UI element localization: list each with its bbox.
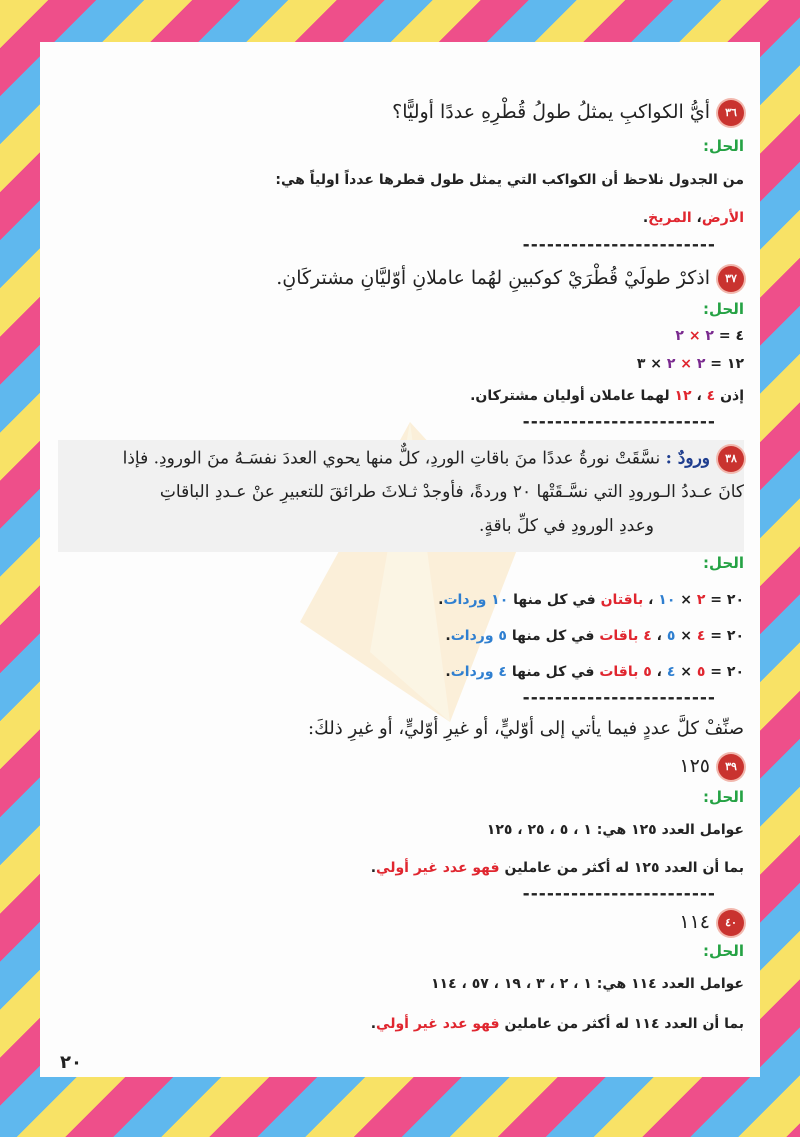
- q37-eq2: [56, 356, 744, 372]
- q39-value: ١٢٥: [679, 755, 710, 777]
- q37-conclusion-n2: ١٢: [674, 388, 692, 404]
- q37-conclusion-post: لهما عاملان أوليان مشتركان.: [470, 388, 670, 404]
- q38-solution-label: الحل:: [703, 554, 744, 572]
- q38-row2-op: ×: [680, 628, 692, 644]
- q38-row1-count: باقتان: [600, 592, 644, 608]
- q38-row2-mid: في كل منها: [511, 628, 595, 644]
- q37-eq2-b: ٢: [666, 356, 676, 372]
- q37-eq2-a: ٢: [696, 356, 706, 372]
- q37-conclusion-pre: إذن: [720, 388, 744, 404]
- q37-eq2-c: ٣: [636, 356, 646, 372]
- q37-eq2-op2: ×: [650, 356, 662, 372]
- q38-row2-per: ٥ وردات: [450, 628, 507, 644]
- q38-line1: نسَّقَتْ نورةُ عددًا منَ باقاتِ الوردِ، كلٌّ منها يحوي العددَ نفسَـهُ منَ الورودِ. فإذا: [122, 448, 661, 469]
- q40-reason-red: فهو عدد غير أولي: [376, 1016, 500, 1032]
- divider-3: ------------------------: [522, 688, 716, 708]
- q40-value: ١١٤: [679, 911, 710, 933]
- q38-row-3: [56, 664, 744, 680]
- q40-reason-pre: بما أن العدد ١١٤ له أكثر من عاملين: [504, 1016, 744, 1032]
- q36-answer-sep: ،: [691, 210, 702, 226]
- divider-4: ------------------------: [522, 884, 716, 904]
- q37-eq1-b: ٢: [675, 328, 684, 344]
- q38-row-2: [56, 628, 744, 644]
- worksheet-page: [40, 42, 760, 1077]
- q38-row1-a: ٢: [696, 592, 706, 608]
- q38-row2-comma: ،: [656, 628, 662, 644]
- q39-reason-pre: بما أن العدد ١٢٥ له أكثر من عاملين: [504, 860, 744, 876]
- section-heading: صنِّفْ كلَّ عددٍ فيما يأتي إلى أوّليٍّ، أو غيرِ أوّليٍّ، أو غيرِ ذلكَ:: [308, 718, 744, 739]
- q37-eq1: [56, 328, 744, 344]
- q38-row1-lhs: ٢٠ =: [710, 592, 744, 608]
- q37-eq1-a: ٢: [705, 328, 714, 344]
- q40-reason: [56, 1016, 744, 1032]
- q38-row1-b: ١٠: [658, 592, 676, 608]
- q38-box: [58, 440, 744, 552]
- q37-number-badge: ٣٧: [718, 266, 744, 292]
- q38-row2-count: ٤ باقات: [599, 628, 652, 644]
- q38-number-badge: ٣٨: [718, 446, 744, 472]
- divider-2: ------------------------: [522, 412, 716, 432]
- q40-factors: عوامل العدد ١١٤ هي: ١ ، ٢ ، ٣ ، ١٩ ، ٥٧ ، ١١٤: [431, 976, 744, 992]
- q38-row3-mid: في كل منها: [511, 664, 595, 680]
- q38-row-1: [56, 592, 744, 608]
- q38-row3-end: .: [445, 664, 451, 680]
- q38-row2-end: .: [445, 628, 451, 644]
- q38-row1-op: ×: [680, 592, 692, 608]
- q36-question-row: [56, 100, 744, 126]
- q36-question: أيُّ الكواكبِ يمثلُ طولُ قُطْرِهِ عددًا أوليًّا؟: [392, 101, 710, 123]
- q38-row2-a: ٤: [696, 628, 706, 644]
- q37-eq1-op: ×: [688, 328, 701, 344]
- q39-factors: عوامل العدد ١٢٥ هي: ١ ، ٥ ، ٢٥ ، ١٢٥: [486, 822, 744, 838]
- q38-row3-op: ×: [680, 664, 692, 680]
- q37-question: اذكرْ طولَيْ قُطْرَيْ كوكبينِ لهُما عاملانِ أوّليَّانِ مشتركَانِ.: [276, 267, 710, 289]
- q38-row3-lhs: ٢٠ =: [710, 664, 744, 680]
- q38-row1-per: ١٠ وردات: [443, 592, 509, 608]
- q36-answer-end: .: [642, 210, 649, 226]
- q39-reason-red: فهو عدد غير أولي: [376, 860, 500, 876]
- q40-reason-end: .: [370, 1016, 377, 1032]
- q38-row3-comma: ،: [656, 664, 662, 680]
- q38-row1-comma: ،: [648, 592, 654, 608]
- q38-title: ورودٌ :: [665, 448, 710, 469]
- q40-solution-label: الحل:: [703, 942, 744, 960]
- q39-number-badge: ٣٩: [718, 754, 744, 780]
- q36-answer-earth: الأرض: [701, 210, 744, 226]
- q39-reason: [56, 860, 744, 876]
- q37-eq2-lhs: ١٢ =: [710, 356, 744, 372]
- q36-answer: [56, 210, 744, 226]
- divider-1: ------------------------: [522, 235, 716, 255]
- q37-solution-label: الحل:: [703, 300, 744, 318]
- q36-answer-mars: المريخ: [648, 210, 692, 226]
- q38-row3-b: ٤: [666, 664, 676, 680]
- q37-eq1-lhs: ٤ =: [718, 328, 744, 344]
- q36-number-badge: ٣٦: [718, 100, 744, 126]
- q37-conclusion: [56, 388, 744, 404]
- q38-row3-a: ٥: [696, 664, 706, 680]
- q38-line1-row: [123, 446, 744, 472]
- q39-solution-label: الحل:: [703, 788, 744, 806]
- q37-question-row: [56, 266, 744, 292]
- q38-row3-per: ٤ وردات: [450, 664, 507, 680]
- page-number: ٢٠: [60, 1052, 82, 1073]
- q38-line2: كانَ عـددُ الـورودِ التي نسَّـقَتْها ٢٠ وردةً، فأوجدْ ثـلاثَ طرائقَ للتعبيرِ عنْ عـددِ الباقاتِ: [159, 482, 744, 502]
- q38-line3: وعددِ الورودِ في كلِّ باقةٍ.: [479, 516, 654, 536]
- q39-reason-end: .: [370, 860, 377, 876]
- q36-solution-label: الحل:: [703, 137, 744, 155]
- q36-line1: من الجدول نلاحظ أن الكواكب التي يمثل طول قطرها عدداً اولياً هي:: [275, 172, 744, 188]
- q39-row: [56, 754, 744, 780]
- q37-conclusion-n1: ٤: [706, 388, 716, 404]
- q40-row: [56, 910, 744, 936]
- q38-row2-b: ٥: [666, 628, 676, 644]
- content: [56, 42, 744, 1077]
- q37-eq2-op1: ×: [680, 356, 692, 372]
- q40-number-badge: ٤٠: [718, 910, 744, 936]
- q37-conclusion-sep: ،: [696, 388, 702, 404]
- q38-row1-end: .: [438, 592, 444, 608]
- q38-row2-lhs: ٢٠ =: [710, 628, 744, 644]
- q38-row1-mid: في كل منها: [513, 592, 596, 608]
- q38-row3-count: ٥ باقات: [599, 664, 652, 680]
